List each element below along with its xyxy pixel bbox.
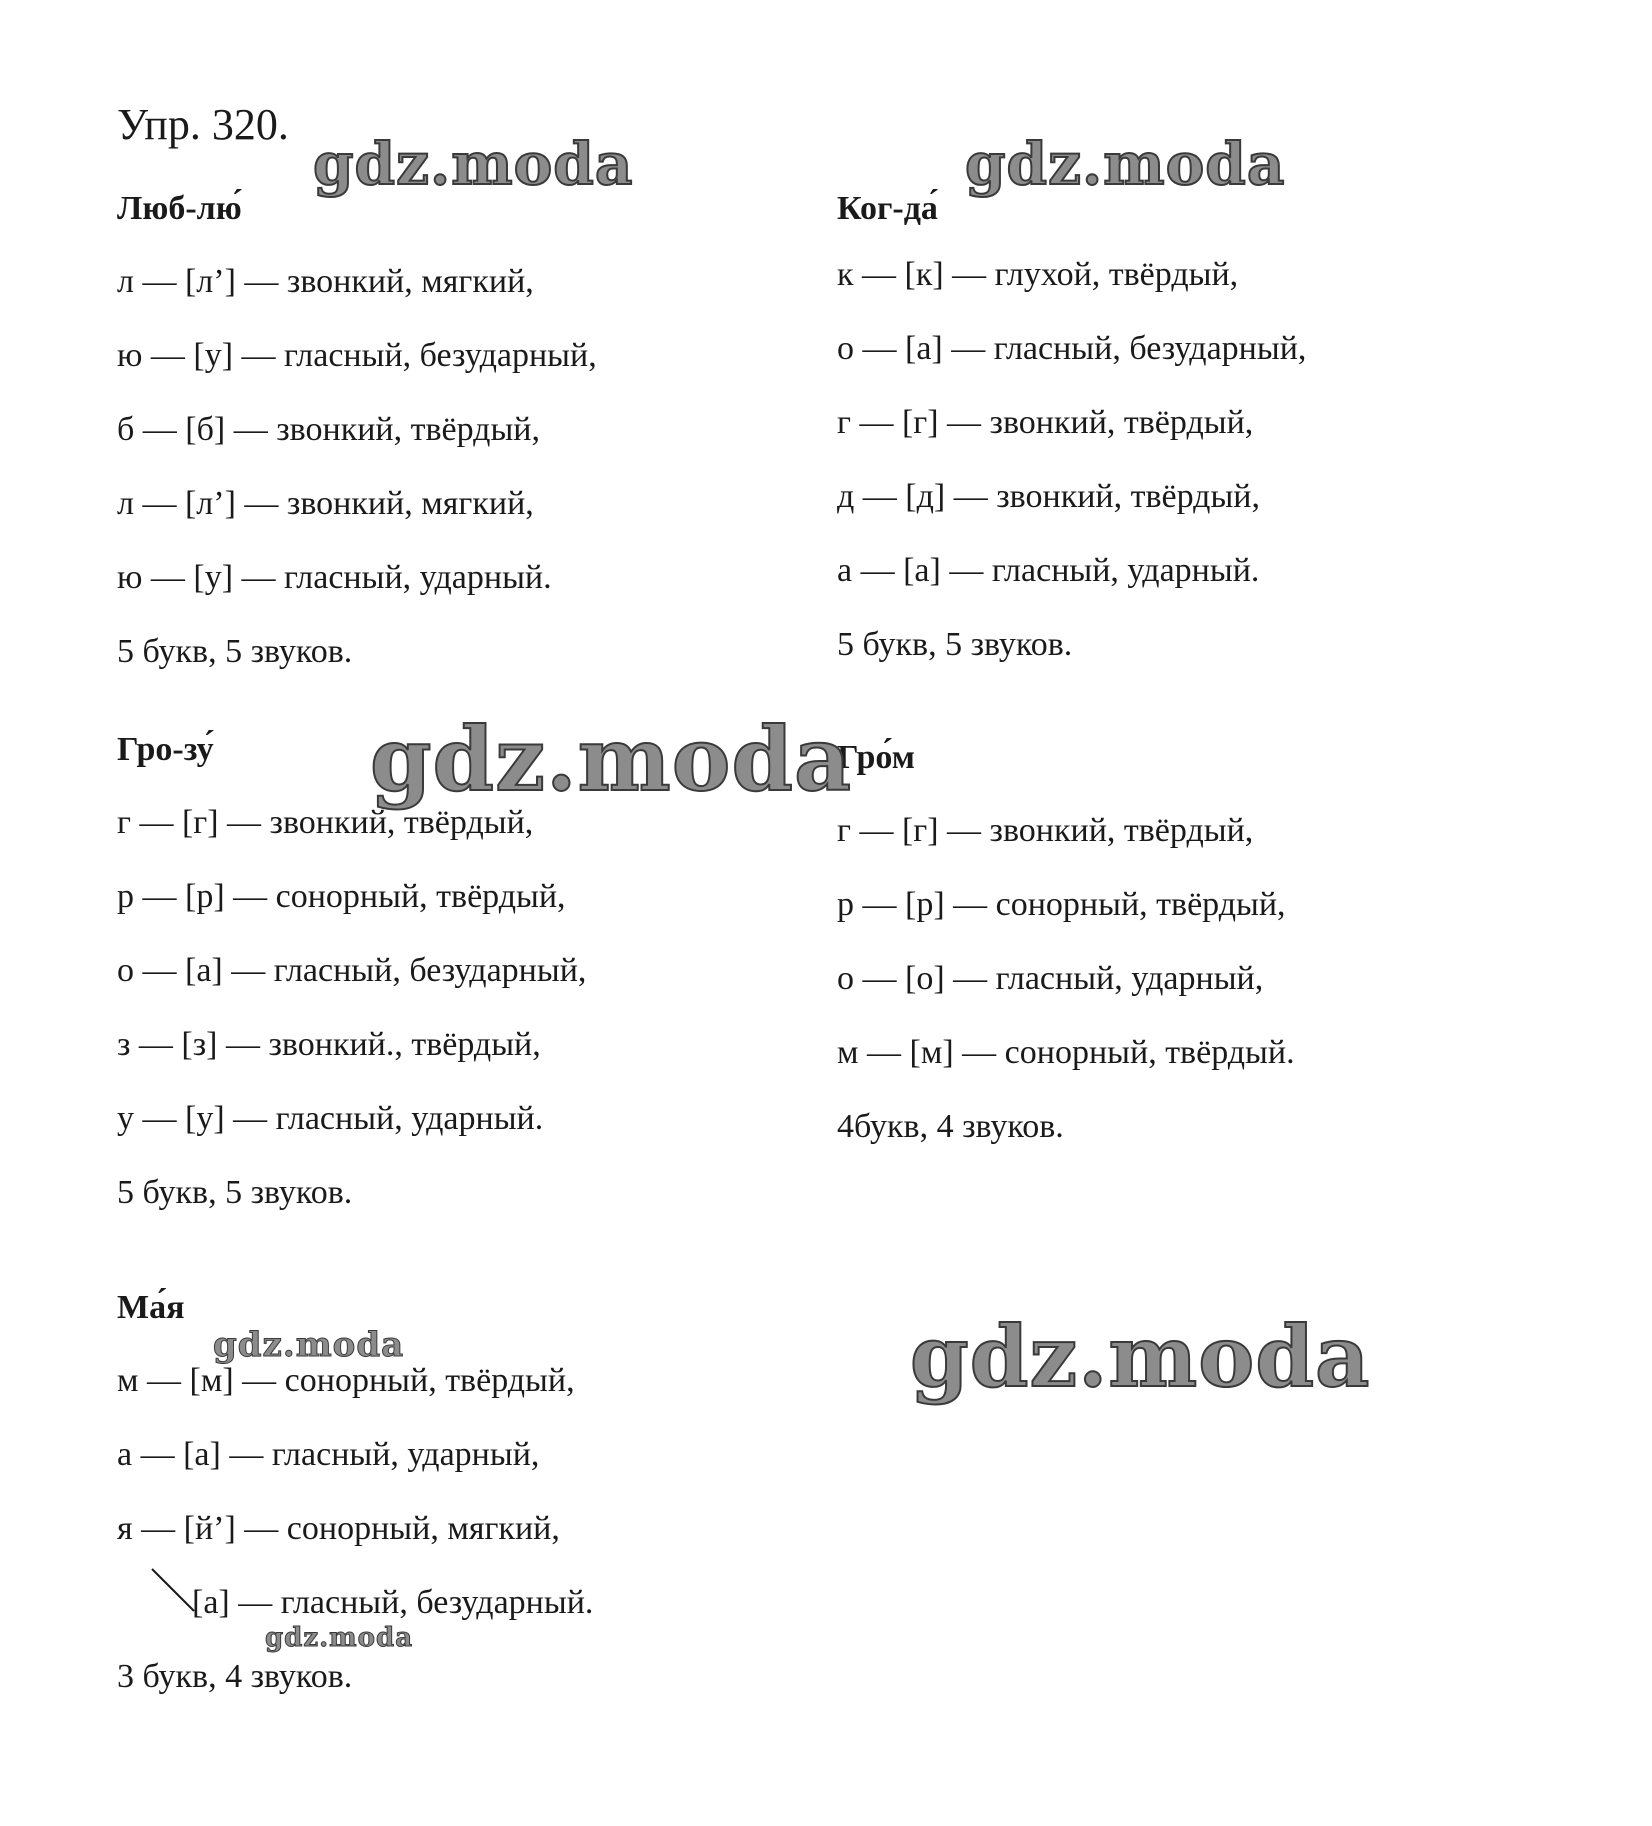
sound-line: р — [р] — сонорный, твёрдый, xyxy=(117,878,566,915)
watermark-logo: gdz.moda xyxy=(313,130,634,198)
sound-line: к — [к] — глухой, твёрдый, xyxy=(837,256,1239,293)
summary-line: 3 букв, 4 звуков. xyxy=(117,1658,353,1695)
word-heading: Гро-зу́ xyxy=(117,731,214,768)
word-analysis-lyublyu xyxy=(117,192,597,669)
sound-line: л — [л’] — звонкий, мягкий, xyxy=(117,263,534,300)
word-analysis-grom xyxy=(837,741,1295,1144)
sound-line: з — [з] — звонкий., твёрдый, xyxy=(117,1026,541,1063)
watermark-logo: gdz.moda xyxy=(910,1307,1371,1406)
diagonal-connector-line xyxy=(150,1567,198,1615)
sound-line: о — [а] — гласный, безударный, xyxy=(117,952,587,989)
sound-line: [а] — гласный, безударный. xyxy=(192,1584,594,1621)
word-analysis-kogda xyxy=(837,192,1306,662)
sound-line: г — [г] — звонкий, твёрдый, xyxy=(837,812,1254,849)
summary-line: 4букв, 4 звуков. xyxy=(837,1108,1064,1145)
sound-line: д — [д] — звонкий, твёрдый, xyxy=(837,478,1260,515)
watermark-logo: gdz.moda xyxy=(265,1623,414,1653)
sound-line: г — [г] — звонкий, твёрдый, xyxy=(117,804,534,841)
sound-line: ю — [у] — гласный, ударный. xyxy=(117,559,552,596)
sound-line: ю — [у] — гласный, безударный, xyxy=(117,337,597,374)
summary-line: 5 букв, 5 звуков. xyxy=(117,633,353,670)
summary-line: 5 букв, 5 звуков. xyxy=(837,626,1073,663)
exercise-title: Упр. 320. xyxy=(117,100,289,149)
sound-line: а — [а] — гласный, ударный, xyxy=(117,1436,540,1473)
summary-line: 5 букв, 5 звуков. xyxy=(117,1174,353,1211)
sound-line: р — [р] — сонорный, твёрдый, xyxy=(837,886,1286,923)
word-heading: Гро́м xyxy=(837,739,915,776)
sound-line: у — [у] — гласный, ударный. xyxy=(117,1100,544,1137)
sound-line: а — [а] — гласный, ударный. xyxy=(837,552,1260,589)
word-heading: Ког-да́ xyxy=(837,190,938,227)
sound-line: л — [л’] — звонкий, мягкий, xyxy=(117,485,534,522)
word-heading: Люб-лю́ xyxy=(117,190,242,227)
word-heading: Ма́я xyxy=(117,1289,185,1326)
sound-line: о — [о] — гласный, ударный, xyxy=(837,960,1264,997)
sound-line: о — [а] — гласный, безударный, xyxy=(837,330,1307,367)
sound-line: м — [м] — сонорный, твёрдый, xyxy=(117,1362,575,1399)
watermark-logo: gdz.moda xyxy=(213,1325,405,1365)
sound-line: г — [г] — звонкий, твёрдый, xyxy=(837,404,1254,441)
sound-line: я — [й’] — сонорный, мягкий, xyxy=(117,1510,560,1547)
watermark-logo: gdz.moda xyxy=(965,130,1286,198)
sound-line: м — [м] — сонорный, твёрдый. xyxy=(837,1034,1295,1071)
sound-line: б — [б] — звонкий, твёрдый, xyxy=(117,411,540,448)
watermark-logo: gdz.moda xyxy=(370,707,853,811)
